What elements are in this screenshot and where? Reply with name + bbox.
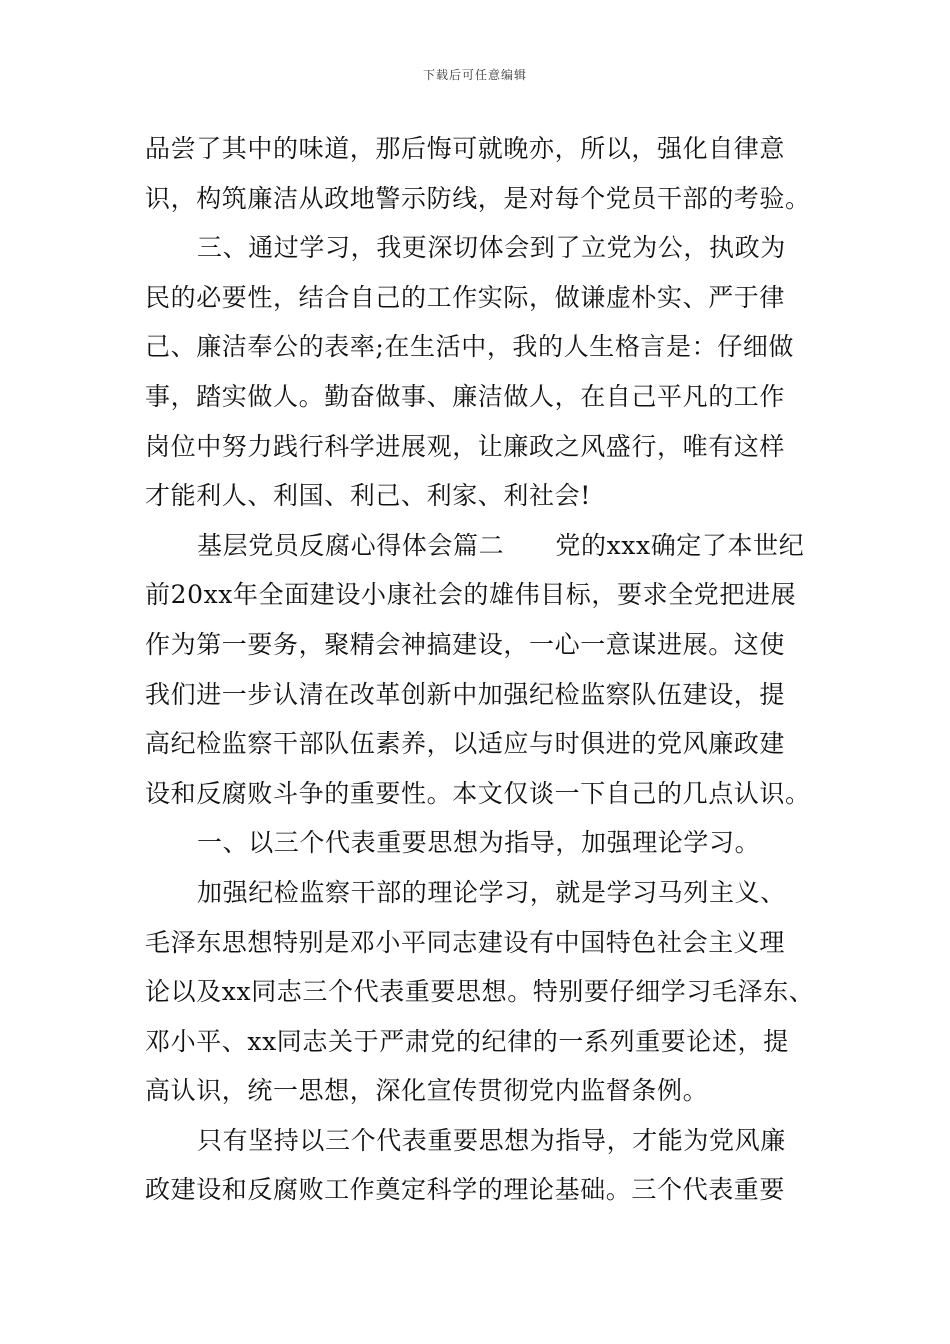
text-line: 品尝了其中的味道，那后悔可就晚亦，所以，强化自律意: [145, 134, 786, 163]
text-line: 才能利人、利国、利己、利家、利社会!: [145, 481, 591, 511]
text-line: 事，踏实做人。勤奋做事、廉洁做人，在自己平凡的工作: [145, 381, 786, 411]
text-line: 一、以三个代表重要思想为指导，加强理论学习。: [197, 828, 761, 858]
text-line: 作为第一要务，聚精会神搞建设，一心一意谋进展。这使: [145, 629, 786, 659]
text-line: 论以及xx同志三个代表重要思想。特别要仔细学习毛泽东、: [145, 977, 815, 1007]
page-header: 下载后可任意编辑: [422, 68, 527, 82]
text-line: 民的必要性，结合自己的工作实际，做谦虚朴实、严于律: [145, 282, 786, 312]
text-line: 高纪检监察干部队伍素养，以适应与时俱进的党风廉政建: [145, 729, 786, 759]
text-line: 设和反腐败斗争的重要性。本文仅谈一下自己的几点认识。: [145, 778, 811, 808]
text-line: 岗位中努力践行科学进展观，让廉政之风盛行，唯有这样: [145, 431, 786, 461]
text-line: 只有坚持以三个代表重要思想为指导，才能为党风廉: [197, 1125, 786, 1155]
text-line: 政建设和反腐败工作奠定科学的理论基础。三个代表重要: [145, 1175, 786, 1205]
document-body: [145, 124, 815, 1215]
text-line: 加强纪检监察干部的理论学习，就是学习马列主义、: [197, 877, 786, 907]
text-line: 邓小平、xx同志关于严肃党的纪律的一系列重要论述，提: [145, 1026, 789, 1056]
text-line: 我们进一步认清在改革创新中加强纪检监察队伍建设，提: [145, 679, 786, 709]
text-line: 基层党员反腐心得体会篇二 党的xxx确定了本世纪: [197, 530, 805, 560]
text-line: 前20xx年全面建设小康社会的雄伟目标，要求全党把进展: [145, 580, 797, 610]
text-line: 三、通过学习，我更深切体会到了立党为公，执政为: [197, 233, 786, 263]
text-line: 识，构筑廉洁从政地警示防线，是对每个党员干部的考验。: [145, 183, 811, 213]
text-line: 高认识，统一思想，深化宣传贯彻党内监督条例。: [145, 1076, 709, 1106]
text-line: 己、廉洁奉公的表率;在生活中，我的人生格言是：仔细做: [145, 332, 795, 362]
text-line: 毛泽东思想特别是邓小平同志建设有中国特色社会主义理: [145, 927, 786, 957]
